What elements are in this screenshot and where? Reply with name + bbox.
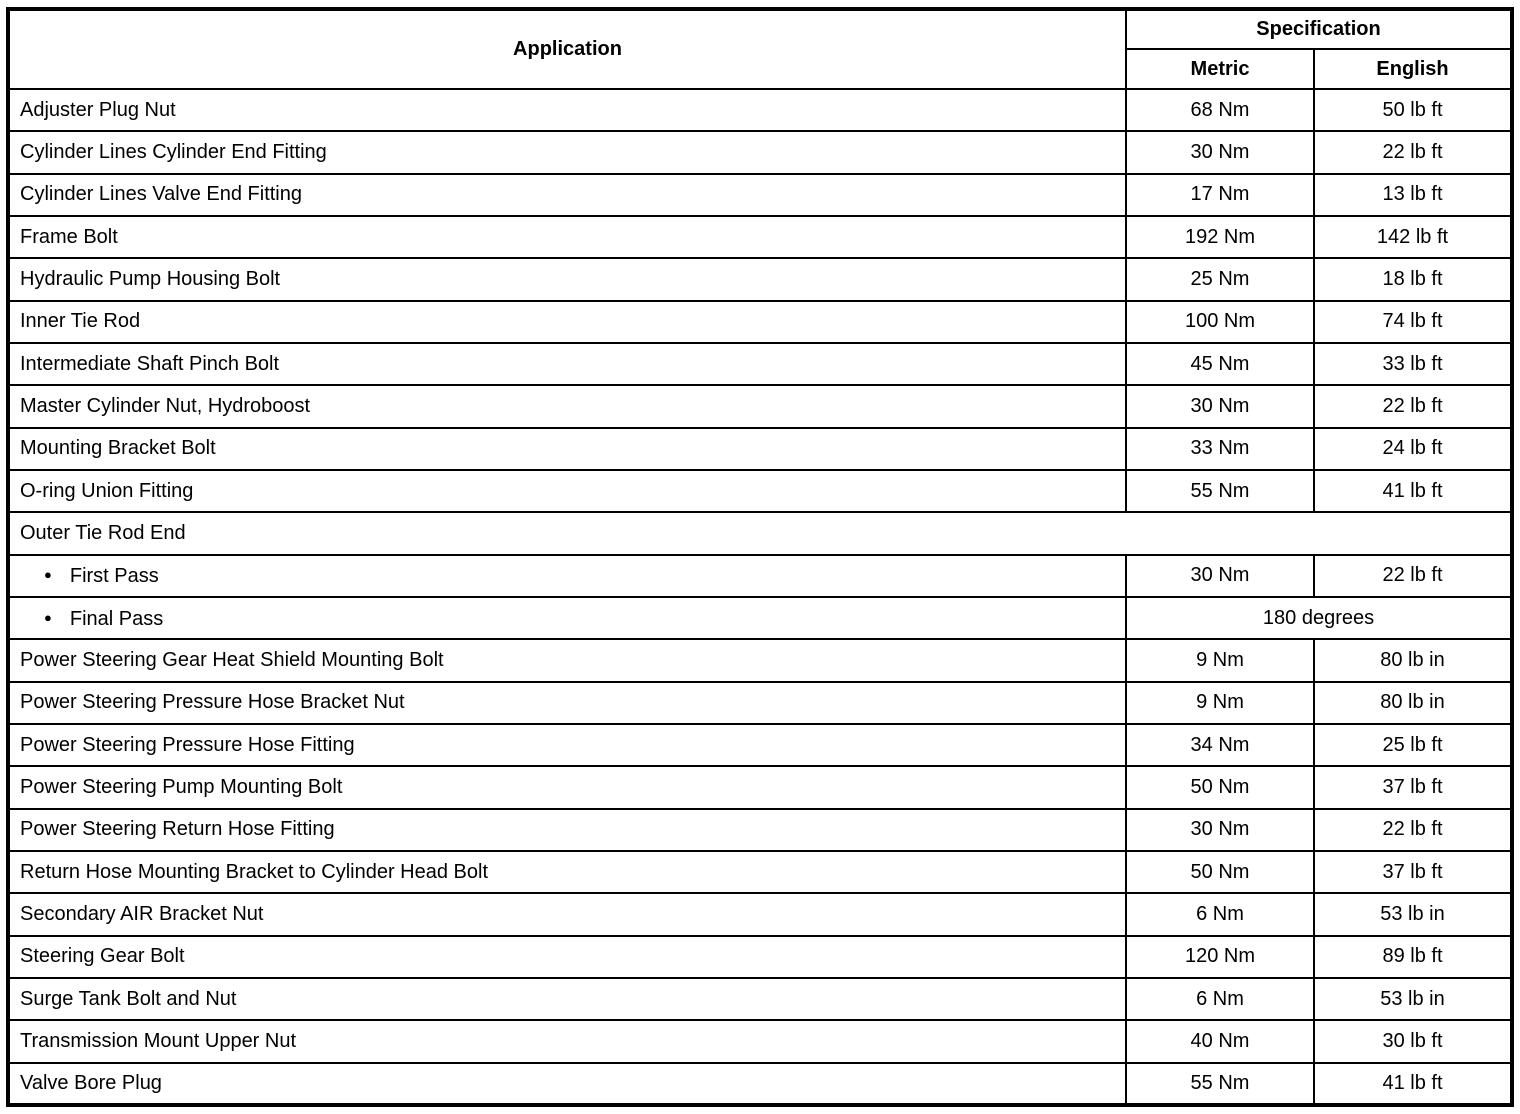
english-cell: 50 lb ft — [1314, 89, 1512, 131]
application-cell: Hydraulic Pump Housing Bolt — [8, 258, 1126, 300]
table-row — [8, 131, 1512, 173]
english-cell: 30 lb ft — [1314, 1020, 1512, 1062]
table-row — [8, 174, 1512, 216]
table-row — [8, 851, 1512, 893]
bullet-item — [20, 608, 163, 631]
english-cell: 53 lb in — [1314, 893, 1512, 935]
metric-cell: 17 Nm — [1126, 174, 1314, 216]
metric-cell: 50 Nm — [1126, 766, 1314, 808]
metric-cell: 100 Nm — [1126, 301, 1314, 343]
table-row — [8, 216, 1512, 258]
table-row — [8, 682, 1512, 724]
english-cell: 37 lb ft — [1314, 851, 1512, 893]
table-header — [8, 9, 1512, 89]
table-body — [8, 89, 1512, 1105]
table-row — [8, 258, 1512, 300]
table-row — [8, 639, 1512, 681]
application-cell: Master Cylinder Nut, Hydroboost — [8, 385, 1126, 427]
english-cell: 74 lb ft — [1314, 301, 1512, 343]
metric-cell: 33 Nm — [1126, 428, 1314, 470]
metric-cell: 25 Nm — [1126, 258, 1314, 300]
english-cell: 41 lb ft — [1314, 1063, 1512, 1105]
application-cell: Power Steering Gear Heat Shield Mounting Bolt — [8, 639, 1126, 681]
metric-cell: 192 Nm — [1126, 216, 1314, 258]
metric-cell: 68 Nm — [1126, 89, 1314, 131]
application-cell: Secondary AIR Bracket Nut — [8, 893, 1126, 935]
metric-cell: 30 Nm — [1126, 555, 1314, 597]
application-cell: Power Steering Pressure Hose Bracket Nut — [8, 682, 1126, 724]
metric-cell: 40 Nm — [1126, 1020, 1314, 1062]
metric-cell: 55 Nm — [1126, 1063, 1314, 1105]
table-row — [8, 893, 1512, 935]
application-cell: Cylinder Lines Valve End Fitting — [8, 174, 1126, 216]
metric-cell: 6 Nm — [1126, 893, 1314, 935]
header-row-1 — [8, 9, 1512, 49]
torque-specification-table — [6, 7, 1514, 1107]
table-row — [8, 428, 1512, 470]
application-cell: O-ring Union Fitting — [8, 470, 1126, 512]
metric-cell: 9 Nm — [1126, 639, 1314, 681]
table-row — [8, 89, 1512, 131]
english-cell: 80 lb in — [1314, 682, 1512, 724]
table-row — [8, 301, 1512, 343]
application-label: First Pass — [69, 565, 159, 588]
english-cell: 33 lb ft — [1314, 343, 1512, 385]
table-row — [8, 470, 1512, 512]
metric-cell: 34 Nm — [1126, 724, 1314, 766]
english-cell: 142 lb ft — [1314, 216, 1512, 258]
english-cell: 24 lb ft — [1314, 428, 1512, 470]
header-application: Application — [8, 9, 1126, 89]
application-cell — [8, 597, 1126, 639]
english-cell: 89 lb ft — [1314, 936, 1512, 978]
application-cell: Mounting Bracket Bolt — [8, 428, 1126, 470]
metric-cell: 120 Nm — [1126, 936, 1314, 978]
metric-cell: 50 Nm — [1126, 851, 1314, 893]
application-cell: Valve Bore Plug — [8, 1063, 1126, 1105]
english-cell: 18 lb ft — [1314, 258, 1512, 300]
bullet-item — [20, 565, 159, 588]
application-cell: Power Steering Pressure Hose Fitting — [8, 724, 1126, 766]
specification-span-cell: 180 degrees — [1126, 597, 1512, 639]
table-row — [8, 978, 1512, 1020]
bullet-icon: ● — [44, 609, 52, 625]
application-cell: Intermediate Shaft Pinch Bolt — [8, 343, 1126, 385]
metric-cell: 9 Nm — [1126, 682, 1314, 724]
table-row — [8, 809, 1512, 851]
application-cell — [8, 555, 1126, 597]
table-row — [8, 597, 1512, 639]
table-row — [8, 766, 1512, 808]
application-cell: Steering Gear Bolt — [8, 936, 1126, 978]
application-cell: Cylinder Lines Cylinder End Fitting — [8, 131, 1126, 173]
application-cell: Surge Tank Bolt and Nut — [8, 978, 1126, 1020]
application-cell: Power Steering Pump Mounting Bolt — [8, 766, 1126, 808]
english-cell: 25 lb ft — [1314, 724, 1512, 766]
application-label: Final Pass — [69, 607, 164, 630]
english-cell: 41 lb ft — [1314, 470, 1512, 512]
table-row — [8, 1020, 1512, 1062]
application-cell: Outer Tie Rod End — [8, 512, 1512, 554]
header-english: English — [1314, 49, 1512, 89]
application-cell: Transmission Mount Upper Nut — [8, 1020, 1126, 1062]
table-row — [8, 1063, 1512, 1105]
metric-cell: 6 Nm — [1126, 978, 1314, 1020]
english-cell: 53 lb in — [1314, 978, 1512, 1020]
metric-cell: 30 Nm — [1126, 385, 1314, 427]
english-cell: 80 lb in — [1314, 639, 1512, 681]
table-row — [8, 936, 1512, 978]
header-specification: Specification — [1126, 9, 1512, 49]
table-row — [8, 512, 1512, 554]
application-cell: Return Hose Mounting Bracket to Cylinder Head Bolt — [8, 851, 1126, 893]
table-row — [8, 555, 1512, 597]
english-cell: 13 lb ft — [1314, 174, 1512, 216]
english-cell: 22 lb ft — [1314, 385, 1512, 427]
application-cell: Adjuster Plug Nut — [8, 89, 1126, 131]
metric-cell: 30 Nm — [1126, 809, 1314, 851]
application-cell: Frame Bolt — [8, 216, 1126, 258]
metric-cell: 45 Nm — [1126, 343, 1314, 385]
english-cell: 37 lb ft — [1314, 766, 1512, 808]
header-metric: Metric — [1126, 49, 1314, 89]
english-cell: 22 lb ft — [1314, 809, 1512, 851]
application-cell: Power Steering Return Hose Fitting — [8, 809, 1126, 851]
metric-cell: 55 Nm — [1126, 470, 1314, 512]
table-row — [8, 385, 1512, 427]
bullet-icon: ● — [44, 567, 52, 583]
table-row — [8, 724, 1512, 766]
metric-cell: 30 Nm — [1126, 131, 1314, 173]
table-row — [8, 343, 1512, 385]
english-cell: 22 lb ft — [1314, 131, 1512, 173]
application-cell: Inner Tie Rod — [8, 301, 1126, 343]
english-cell: 22 lb ft — [1314, 555, 1512, 597]
